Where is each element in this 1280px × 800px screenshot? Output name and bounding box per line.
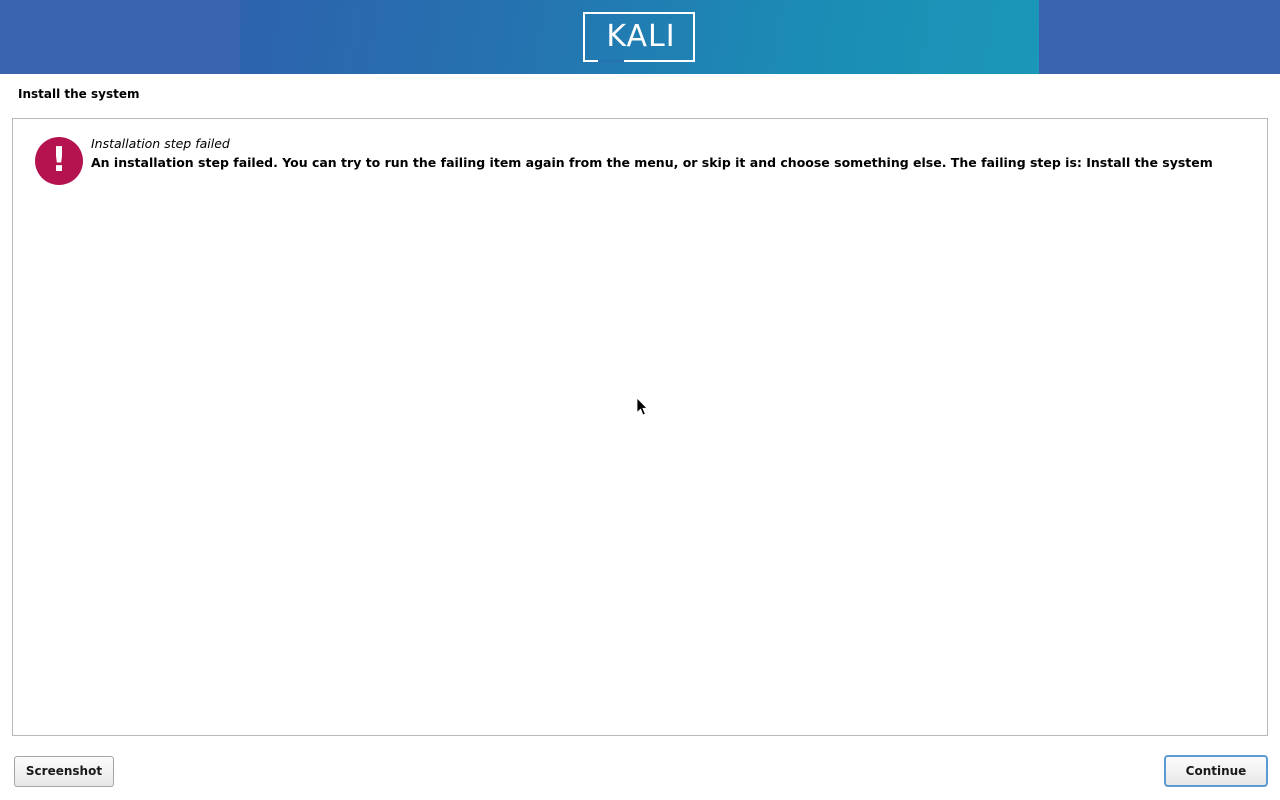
continue-button[interactable]: Continue: [1164, 755, 1268, 787]
banner-left-fill: [0, 0, 241, 74]
banner-right-fill: [1039, 0, 1280, 74]
error-subtitle: Installation step failed: [91, 136, 230, 151]
error-message: An installation step failed. You can try to run the failing item again from the menu, or skip it and choose something else. The failing step is: Install the system: [91, 155, 1213, 170]
kali-logo-notch: [598, 60, 624, 63]
kali-logo-label: KALI: [606, 19, 676, 54]
screenshot-button[interactable]: Screenshot: [14, 756, 114, 787]
installer-content-panel: [12, 118, 1268, 736]
page-title: Install the system: [18, 87, 140, 101]
installer-banner: [0, 0, 1280, 74]
kali-logo: [583, 12, 695, 62]
error-exclamation-icon: !: [35, 137, 83, 185]
